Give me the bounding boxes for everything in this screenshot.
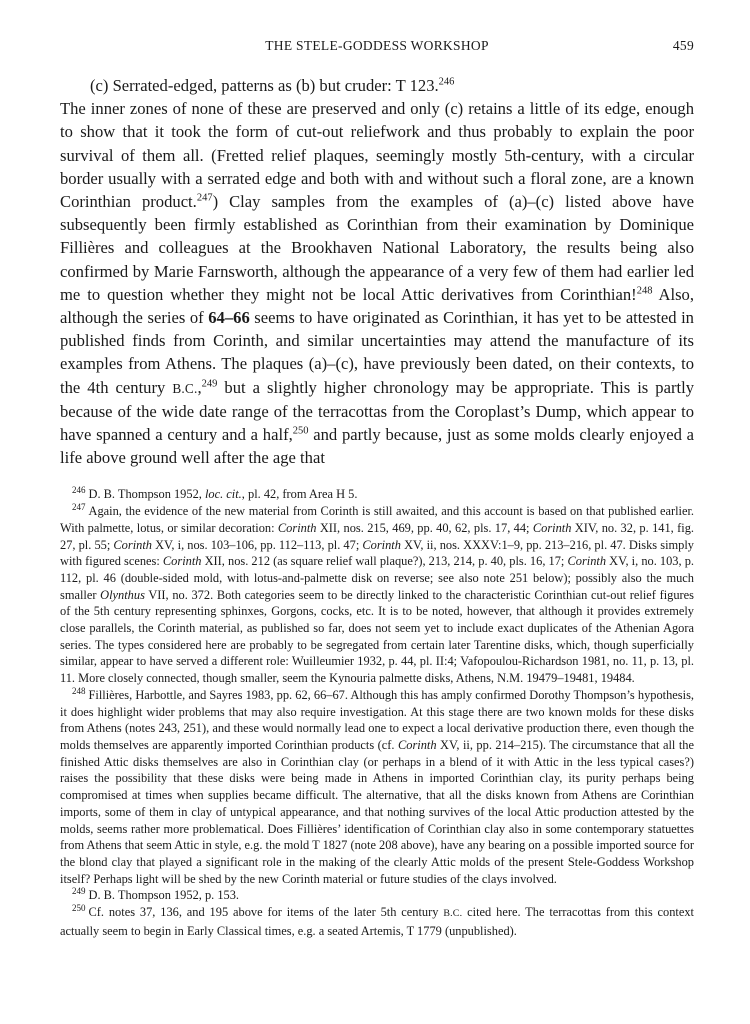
paragraph-main-text: but a slightly higher chronology may be appropriate. This is partly because of the wide date range of the terracottas from the Coroplast’s Dump, which appear to have spanned a century and a half, (60, 377, 694, 445)
footnote-247-text: XV, ii, nos. XXXV:1–9, pp. 213–216, pl. 47. Disks simply with figured scenes: (60, 537, 694, 569)
footnote-ref-248: 248 (636, 285, 653, 297)
paragraph-main-smallcaps: B.C. (172, 380, 198, 396)
footnote-250-smallcaps: B.C. (443, 908, 463, 920)
footnote-number: 247 (72, 502, 86, 513)
footnote-ref-249: 249 (201, 378, 218, 390)
footnote-248 (60, 687, 694, 887)
footnote-247-italic: Corinth (362, 537, 401, 552)
footnote-247-italic: Corinth (277, 520, 317, 535)
footnote-ref-246: 246 (438, 76, 455, 88)
footnote-250 (60, 904, 694, 939)
footnote-247 (60, 503, 694, 687)
footnote-246 (60, 486, 694, 503)
footnote-247-text: XV, i, nos. 103–106, pp. 112–113, pl. 47; (151, 537, 363, 552)
footnote-249 (60, 887, 694, 904)
footnote-number: 249 (72, 886, 86, 897)
running-title: THE STELE-GODDESS WORKSHOP (265, 38, 489, 53)
main-text (60, 74, 694, 469)
footnote-248-text: Fillières, Harbottle, and Sayres 1983, pp. 62, 66–67. Although this has amply confirmed Dorothy Thompson’s hypothesis, it does highlight wider problems that may also require investigation. At this stage there are two known molds for these disks from Athens (notes 243, 251), and these would normally lead one to expect a local derivative production there, even though the molds themselves are apparently imported Corinthian products (cf. (60, 687, 694, 752)
footnote-250-text: cited here. The terracottas from this context actually seem to begin in Early Classical times, e.g. a seated Artemis, T 1779 (unpublished). (60, 905, 694, 938)
paragraph-c (60, 74, 694, 97)
footnote-247-italic: Olynthus (100, 587, 145, 602)
page-number: 459 (672, 38, 694, 53)
paragraph-main (60, 97, 694, 469)
paragraph-main-text: Also, although the series of (60, 284, 694, 328)
footnote-247-text: VII, no. 372. Both categories seem to be directly linked to the characteristic Corinthian cut-out relief figures of the 5th century representing sphinxes, Gorgons, cocks, etc. It is to be noted, however, that although it provides extremely close parallels, the Corinth material, as published so far, does not seem yet to include exact duplicates of the Athenian Agora series. The types considered here are probably to be segregated from certain later Tarentine disks, which, though superficially similar, appear to have served a different role: Wuilleumier 1932, p. 44, pl. II:4; Vafopoulou-Richardson 1981, no. 11, p. 13, pl. 11. More closely connected, though smaller, seem the Kynouria palmette disks, Athens, N.M. 19479–19481, 19484. (60, 587, 694, 686)
footnote-247-text: Again, the evidence of the new material from Corinth is still awaited, and this account is based on that published earlier. With palmette, lotus, or similar decoration: (60, 504, 694, 535)
page (60, 38, 694, 939)
paragraph-main-text: , (197, 377, 202, 397)
footnote-246-text: , pl. 42, from Area H 5. (241, 487, 358, 502)
footnote-246-italic: loc. cit. (204, 487, 242, 502)
footnote-249-text: D. B. Thompson 1952, p. 153. (88, 888, 240, 903)
footnote-number: 248 (72, 685, 86, 696)
footnote-ref-247: 247 (196, 192, 213, 204)
paragraph-main-text: The inner zones of none of these are preserved and only (c) retains a little of its edge, enough to show that it took the form of cut-out reliefwork and thus probably to explain the poor survival of them all. (Fretted relief plaques, seemingly mostly 5th-century, with a circular border usually with a serrated edge and both with and without such a floral zone, are a known Corinthian product. (60, 99, 694, 212)
paragraph-main-text: and partly because, just as some molds clearly enjoyed a life above ground well after the age that (60, 425, 695, 468)
footnote-number: 250 (72, 902, 86, 913)
footnote-247-text: XII, nos. 212 (as square relief wall plaque?), 213, 214, p. 40, pls. 16, 17; (201, 554, 568, 569)
footnote-number: 246 (72, 485, 86, 496)
footnote-247-italic: Corinth (567, 554, 607, 569)
running-header (60, 38, 694, 58)
paragraph-c-text: (c) Serrated-edged, patterns as (b) but cruder: T 123. (90, 76, 439, 95)
footnote-248-italic: Corinth (398, 738, 437, 752)
footnote-247-text: XV, i, no. 103, p. 112, pl. 46 (double-sided mold, with lotus-and-palmette disk on reverse; see also note 251 below); possibly also the much smaller (60, 554, 694, 602)
paragraph-main-text: ) Clay samples from the examples of (a)–(c) listed above have subsequently been firmly established as Corinthian from their examination by Dominique Fillières and colleagues at the Brookhaven National Laboratory, the results being also confirmed by Marie Farnsworth, although the appearance of a very few of them had earlier led me to question whether they might not be local Attic derivatives from Corinthian! (60, 192, 694, 304)
footnote-248-text: XV, ii, pp. 214–215). The circumstance that all the finished Attic disks themselves are also in Corinthian clay (or perhaps in a blend of it with Attic in the less typical cases?) raises the possibility that these disks were being made in Athens in imported Corinthian clay, its purity perhaps being compromised at times when supplies became difficult. The alternative, that all the disks known from Athens are Corinthian imports, some of them in clay of untypical appearance, and that nothing survives of the local Attic production attested by the molds, seems rather more problematical. Does Fillières’ identification of Corinthian clay also in some contemporary statuettes from Athens that seem Attic in style, e.g. the mold T 1827 (note 208 above), have any bearing on a possible imported source for the blond clay that played a significant role in the making of the clearly Attic molds of the present Stele-Goddess Workshop itself? Perhaps light will be shed by the new Corinth material or future studies of the clays involved. (60, 738, 694, 886)
footnote-ref-250: 250 (292, 425, 309, 437)
paragraph-main-bold: 64–66 (208, 308, 250, 328)
footnote-250-text: Cf. notes 37, 136, and 195 above for items of the later 5th century (88, 905, 444, 920)
footnote-247-italic: Corinth (113, 537, 152, 552)
footnote-247-italic: Corinth (532, 520, 572, 535)
footnote-246-text: D. B. Thompson 1952, (88, 487, 205, 502)
footnote-247-text: XII, nos. 215, 469, pp. 40, 62, pls. 17, 44; (316, 520, 533, 535)
paragraph-main-text: seems to have originated as Corinthian, it has yet to be attested in published finds from Corinth, and similar uncertainties may attend the manufacture of its examples from Athens. The plaques (a)–(c), have previously been dated, on their contexts, to the 4th century (60, 308, 694, 397)
footnote-247-text: XIV, no. 32, p. 141, fig. 27, pl. 55; (60, 520, 694, 552)
footnote-247-italic: Corinth (162, 554, 202, 569)
footnotes (60, 486, 694, 939)
